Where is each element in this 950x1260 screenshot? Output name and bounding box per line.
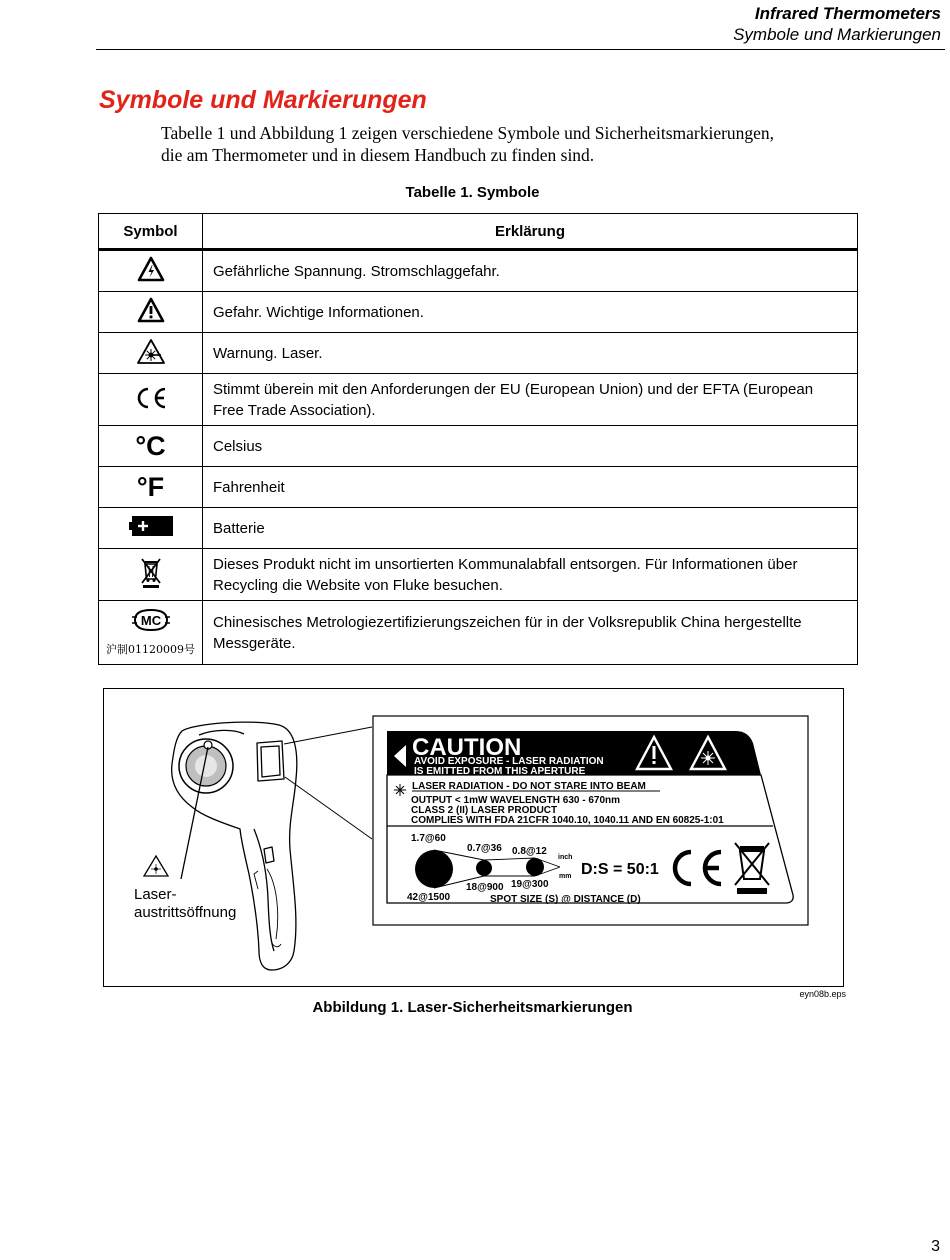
laser-safety-figure [103,688,844,987]
thermometer-illustration [104,689,843,986]
symbol-cell [99,374,203,426]
celsius-icon: °C [99,426,203,467]
explanation-cell: Gefährliche Spannung. Stromschlaggefahr. [203,250,858,292]
page-number: 3 [931,1238,940,1255]
table-row [99,601,858,665]
table-row [99,250,858,292]
caution-heading: CAUTION [412,734,522,761]
explanation-cell: Dieses Produkt nicht im unsortierten Kommunalabfall entsorgen. Für Informationen über Recycling die Website von Fluke besuchen. [203,549,858,601]
symbol-cell [99,250,203,292]
svg-text:MC: MC [140,612,161,628]
table-row [99,549,858,601]
figure-file-code: eyn08b.eps [799,989,846,999]
symbol-cell [99,549,203,601]
cmc-metrology-icon [131,609,171,631]
laser-label-line: austrittsöffnung [134,904,237,921]
symbols-table [98,213,858,665]
weee-crossed-bin-icon [139,557,163,589]
unit-label: mm [559,873,572,880]
label-text: LASER RADIATION - DO NOT STARE INTO BEAM [412,781,646,792]
label-text: AVOID EXPOSURE - LASER RADIATION [414,756,604,767]
label-text: COMPLIES WITH FDA 21CFR 1040.10, 1040.11 AND EN 60825-1:01 [411,815,724,826]
laser-aperture-label [134,886,236,922]
column-header-explanation: Erklärung [203,214,858,250]
spot-caption: SPOT SIZE (S) @ DISTANCE (D) [490,894,641,905]
header-divider [96,49,945,50]
symbol-cell [99,292,203,333]
explanation-cell: Chinesisches Metrologiezertifizierungszeichen für in der Volksrepublik China hergestellte Messgeräte. [203,601,858,665]
spot-label: 0.8@12 [512,846,547,857]
symbol-cell [99,508,203,549]
ce-mark-icon [134,386,168,410]
laser-label-line: Laser- [134,886,177,903]
explanation-cell: Gefahr. Wichtige Informationen. [203,292,858,333]
table-row [99,333,858,374]
running-header-subtitle: Symbole und Markierungen [733,25,941,44]
explanation-cell: Fahrenheit [203,467,858,508]
table-row [99,508,858,549]
intro-line: die am Thermometer und in diesem Handbuch zu finden sind. [161,145,595,165]
symbol-cell [99,333,203,374]
explanation-cell: Celsius [203,426,858,467]
label-text: OUTPUT < 1mW WAVELENGTH 630 - 670nm [411,795,621,806]
column-header-symbol: Symbol [99,214,203,250]
running-header-title: Infrared Thermometers [754,4,941,23]
explanation-cell: Stimmt überein mit den Anforderungen der EU (European Union) und der EFTA (European Free Trade Association). [203,374,858,426]
fahrenheit-icon: °F [99,467,203,508]
table-row [99,426,858,467]
battery-icon [129,515,173,537]
high-voltage-warning-icon [137,256,165,282]
explanation-cell: Batterie [203,508,858,549]
table-row [99,467,858,508]
section-title: Symbole und Markierungen [99,86,427,114]
explanation-cell: Warnung. Laser. [203,333,858,374]
symbol-cell [99,601,203,665]
intro-line: Tabelle 1 und Abbildung 1 zeigen verschiedene Symbole und Sicherheitsmarkierungen, [161,123,775,143]
label-text: IS EMITTED FROM THIS APERTURE [414,766,586,777]
spot-label: 42@1500 [407,892,451,903]
figure-caption: Abbildung 1. Laser-Sicherheitsmarkierungen [312,999,633,1016]
laser-warning-icon [136,338,166,365]
table-caption: Tabelle 1. Symbole [405,184,540,201]
spot-label: 0.7@36 [467,843,502,854]
label-text: CLASS 2 (II) LASER PRODUCT [411,805,558,816]
spot-label: 18@900 [466,882,504,893]
spot-label: 19@300 [511,879,549,890]
table-row [99,292,858,333]
table-row [99,374,858,426]
intro-paragraph [161,122,851,166]
ds-ratio: D:S = 50:1 [581,861,659,878]
spot-label: 1.7@60 [411,833,446,844]
danger-warning-icon [137,297,165,323]
unit-label: inch [558,854,573,861]
cert-code-text: 沪制01120009号 [106,642,195,656]
